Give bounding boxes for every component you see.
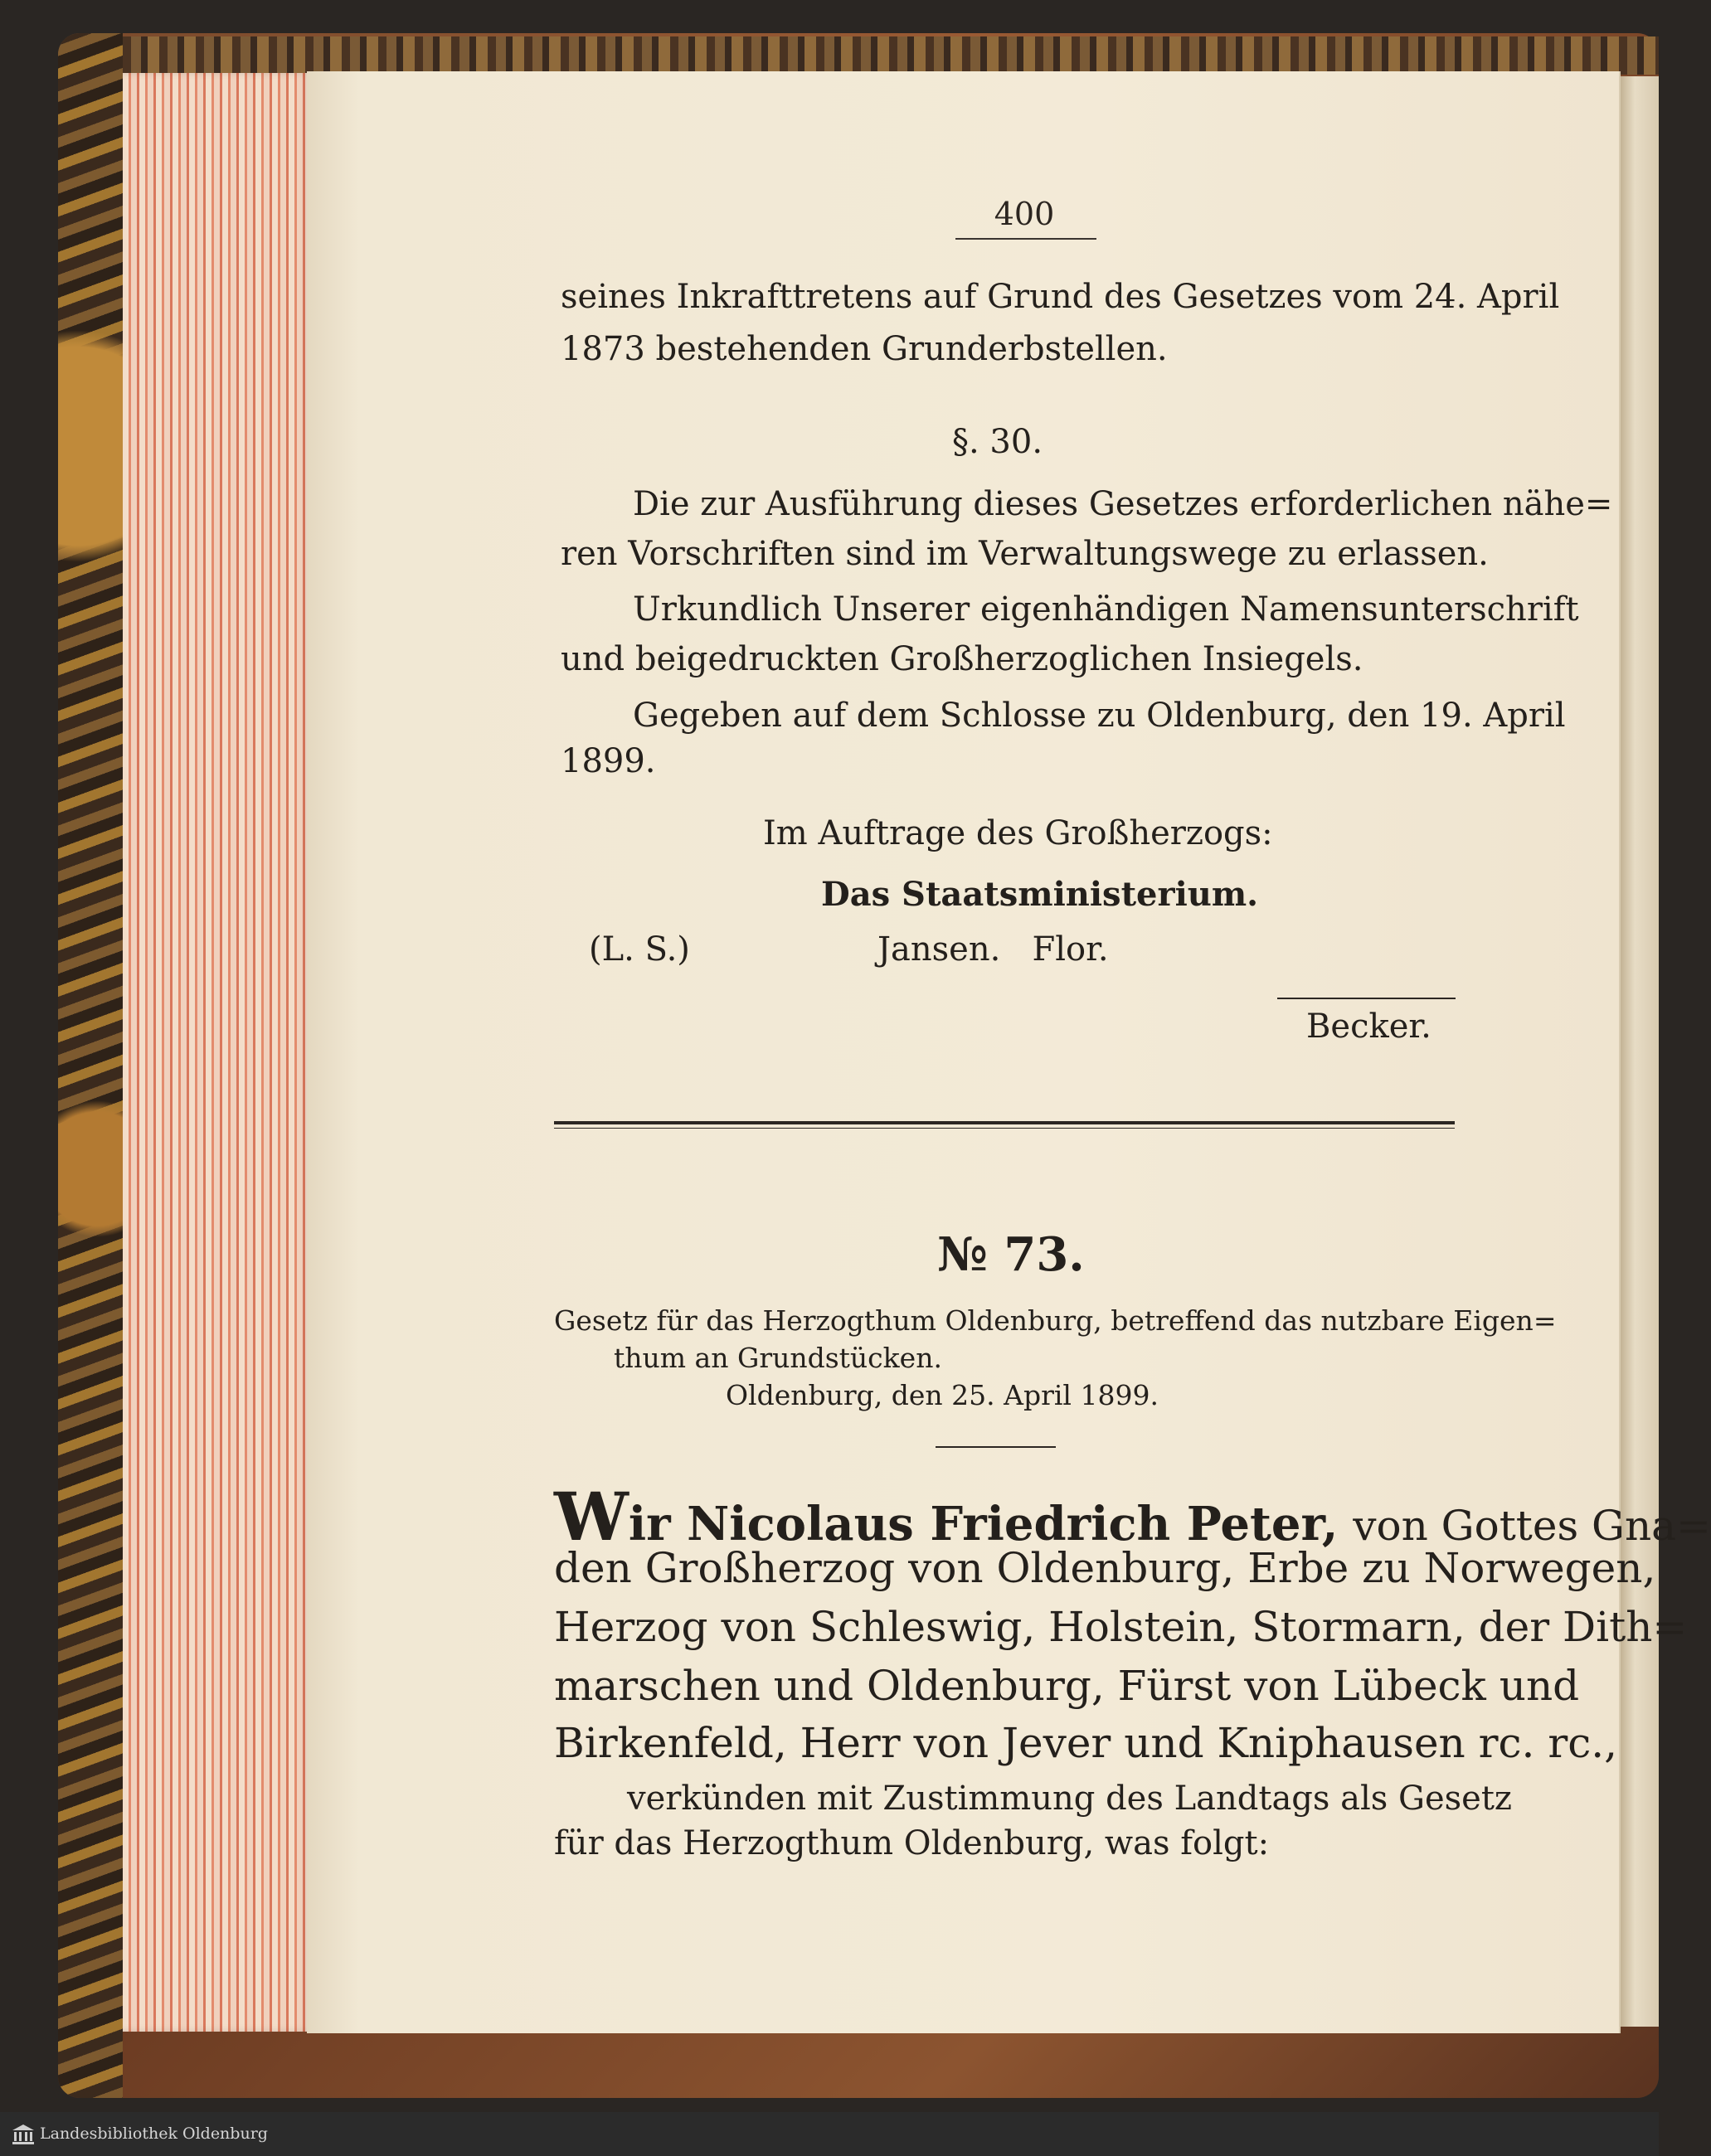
law-date-rule [936, 1446, 1056, 1448]
law-date: Oldenburg, den 25. April 1899. [726, 1379, 1159, 1411]
preamble-name: ir Nicolaus Friedrich Peter, [628, 1497, 1339, 1551]
preamble-initial: W [554, 1478, 629, 1556]
signature-commission: Im Auftrage des Großherzogs: [763, 814, 1273, 852]
signature-seal: (L. S.) [589, 930, 690, 969]
law-number: № 73. [937, 1227, 1085, 1282]
signature-secretary: Becker. [1306, 1008, 1432, 1046]
proclamation-line-1: verkünden mit Zustimmung des Landtags als Gesetz [627, 1780, 1512, 1818]
continuation-line-1: seines Inkrafttretens auf Grund des Gesetzes vom 24. April [561, 278, 1560, 316]
library-building-icon [12, 2124, 35, 2145]
signature-names: Jansen. Flor. [877, 930, 1109, 969]
signature-ministry: Das Staatsministerium. [821, 875, 1259, 914]
proclamation-line-2: für das Herzogthum Oldenburg, was folgt: [554, 1824, 1270, 1862]
section-para1-line1: Die zur Ausführung dieses Gesetzes erforderlichen nähe= [633, 485, 1613, 523]
preamble-line-2: den Großherzog von Oldenburg, Erbe zu Norwegen, [554, 1544, 1656, 1592]
facing-page-edge [1619, 76, 1659, 2027]
law-title-line-2: thum an Grundstücken. [614, 1342, 942, 1374]
section-divider-thin [554, 1128, 1455, 1129]
preamble-line-4: marschen und Oldenburg, Fürst von Lübeck und [554, 1662, 1580, 1710]
section-para3-line2: 1899. [561, 742, 656, 780]
marbled-cover-edge [58, 33, 123, 2098]
section-heading: §. 30. [952, 423, 1043, 461]
page-number-rule [955, 238, 1096, 240]
continuation-line-2: 1873 bestehenden Grunderbstellen. [561, 330, 1168, 368]
section-para2-line2: und beigedruckten Großherzoglichen Insiegels. [561, 640, 1363, 678]
book-top-edge [123, 36, 1659, 75]
section-divider [554, 1121, 1455, 1124]
section-para2-line1: Urkundlich Unserer eigenhändigen Namensunterschrift [633, 590, 1579, 629]
section-para1-line2: ren Vorschriften sind im Verwaltungswege zu erlassen. [561, 535, 1489, 573]
page-number: 400 [994, 196, 1055, 232]
preamble-line-1-rest: von Gottes Gna= [1353, 1502, 1711, 1550]
preamble-line-5: Birkenfeld, Herr von Jever und Kniphausen rc. rc., [554, 1719, 1618, 1767]
law-title-line-1: Gesetz für das Herzogthum Oldenburg, betreffend das nutzbare Eigen= [554, 1304, 1557, 1337]
secretary-rule [1277, 998, 1456, 999]
viewer-footer [0, 2112, 1659, 2156]
page-edges [123, 73, 314, 2032]
section-para3-line1: Gegeben auf dem Schlosse zu Oldenburg, den 19. April [633, 697, 1566, 735]
preamble-line-3: Herzog von Schleswig, Holstein, Stormarn, der Dith= [554, 1603, 1688, 1651]
library-name[interactable]: Landesbibliothek Oldenburg [40, 2124, 268, 2143]
